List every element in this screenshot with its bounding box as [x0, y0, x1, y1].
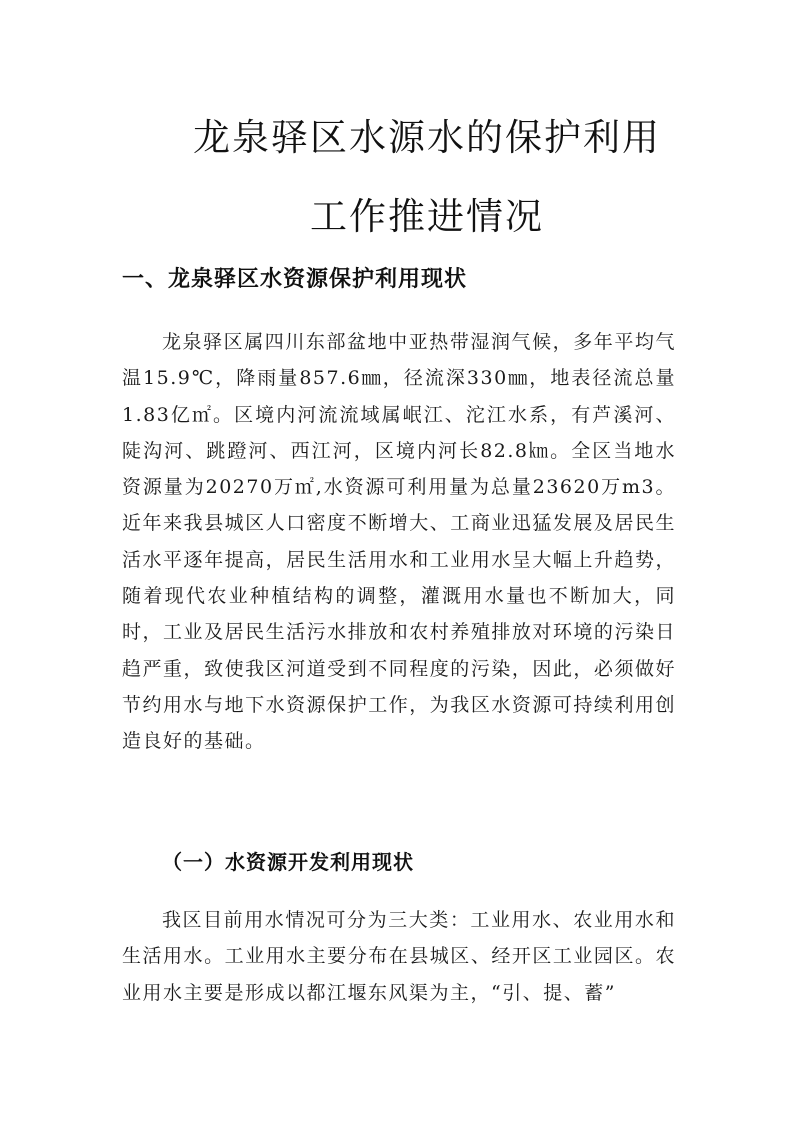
body-paragraph: 龙泉驿区属四川东部盆地中亚热带湿润气候，多年平均气温15.9℃，降雨量857.6㎜，径流深330㎜，地表径流总量1.83亿㎡。区境内河流流域属岷江、沱江水系，有芦溪河、陡沟河、跳蹬河、西江河，区境内河长82.8㎞。全区当地水资源量为20270万㎡,水资源可利用量为总量23620万m3。近年来我县城区人口密度不断增大、工商业迅猛发展及居民生活水平逐年提高，居民生活用水和工业用水呈大幅上升趋势，随着现代农业种植结构的调整，灌溉用水量也不断加大，同时，工业及居民生活污水排放和农村养殖排放对环境的污染日趋严重，致使我区河道受到不同程度的污染，因此，必须做好节约用水与地下水资源保护工作，为我区水资源可持续利用创造良好的基础。	[122, 331, 676, 753]
subsection-heading: （一）水资源开发利用现状	[162, 850, 414, 874]
document-title-line-1: 龙泉驿区水源水的保护利用	[193, 116, 661, 159]
section-heading: 一、龙泉驿区水资源保护利用现状	[122, 267, 468, 292]
body-paragraph: 我区目前用水情况可分为三大类：工业用水、农业用水和生活用水。工业用水主要分布在县城区、经开区工业园区。农业用水主要是形成以都江堰东风渠为主，“引、提、蓄”	[122, 909, 676, 1004]
document-title-line-2: 工作推进情况	[310, 195, 544, 238]
